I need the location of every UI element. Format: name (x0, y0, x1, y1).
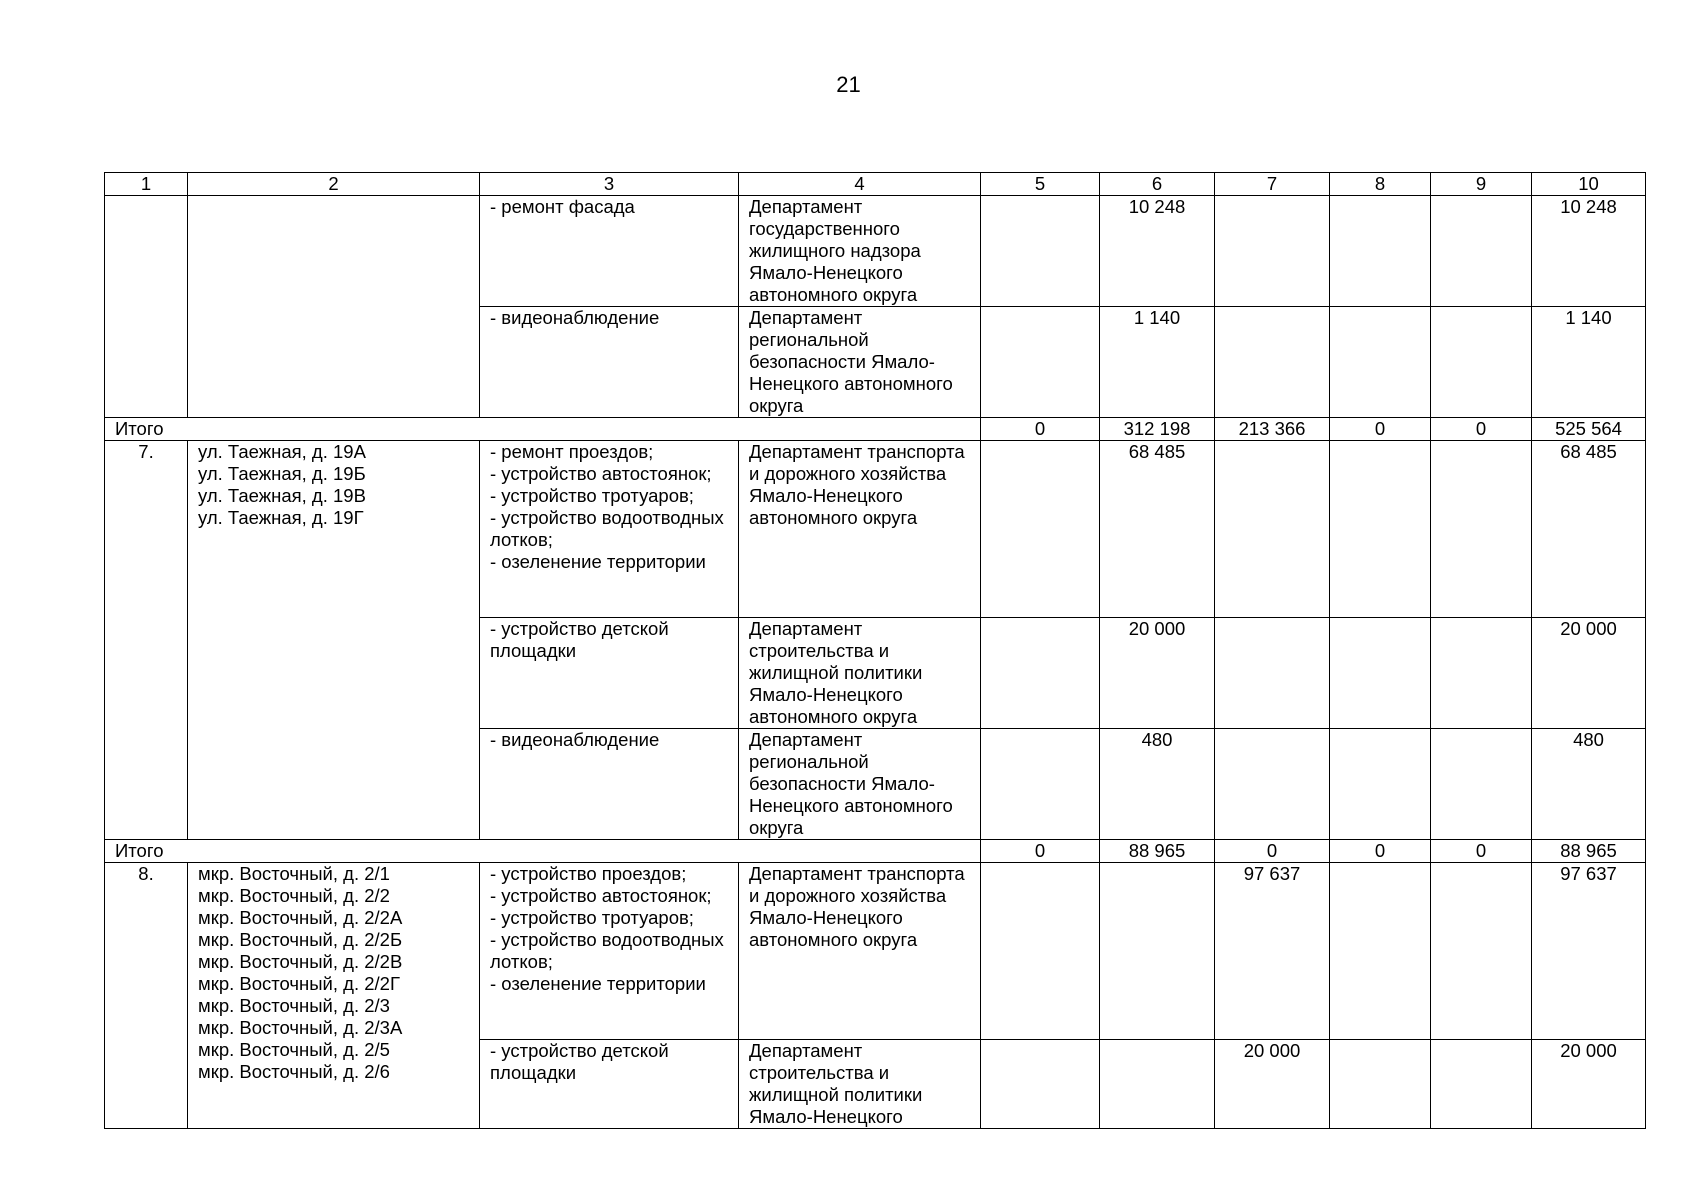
work-cell: - устройство детской площадки (480, 618, 739, 729)
table-row (105, 196, 1646, 307)
value-cell (1330, 196, 1431, 307)
total-value: 213 366 (1215, 418, 1330, 441)
value-cell (1215, 196, 1330, 307)
total-value: 88 965 (1532, 840, 1646, 863)
header-cell: 2 (188, 173, 480, 196)
value-cell (1431, 729, 1532, 840)
number-cell (105, 196, 188, 418)
header-cell: 10 (1532, 173, 1646, 196)
total-cell: 480 (1532, 729, 1646, 840)
value-cell: 20 000 (1100, 618, 1215, 729)
program-table (104, 172, 1646, 1129)
value-cell (1330, 1040, 1431, 1129)
header-cell: 4 (739, 173, 981, 196)
value-cell (1330, 441, 1431, 618)
value-cell: 68 485 (1100, 441, 1215, 618)
value-cell (1431, 1040, 1532, 1129)
header-cell: 3 (480, 173, 739, 196)
total-value: 0 (1431, 418, 1532, 441)
work-cell: - устройство детской площадки (480, 1040, 739, 1129)
value-cell (1100, 1040, 1215, 1129)
work-cell: - видеонаблюдение (480, 729, 739, 840)
total-value: 0 (1431, 840, 1532, 863)
address-cell: мкр. Восточный, д. 2/1 мкр. Восточный, д. 2/2 мкр. Восточный, д. 2/2А мкр. Восточный, д. 2/2Б мкр. Восточный, д. 2/2В мкр. Восточный, д. 2/2Г мкр. Восточный, д. 2/3 мкр. Восточный, д. 2/3А мкр. Восточный, д. 2/5 мкр. Восточный, д. 2/6 (188, 863, 480, 1129)
total-row (105, 840, 1646, 863)
total-cell: 97 637 (1532, 863, 1646, 1040)
total-label: Итого (105, 418, 981, 441)
value-cell: 97 637 (1215, 863, 1330, 1040)
total-cell: 68 485 (1532, 441, 1646, 618)
address-cell: ул. Таежная, д. 19А ул. Таежная, д. 19Б ул. Таежная, д. 19В ул. Таежная, д. 19Г (188, 441, 480, 840)
number-cell: 8. (105, 863, 188, 1129)
value-cell (1330, 307, 1431, 418)
value-cell (1431, 307, 1532, 418)
value-cell (981, 441, 1100, 618)
total-cell: 20 000 (1532, 618, 1646, 729)
value-cell: 480 (1100, 729, 1215, 840)
department-cell: Департамент региональной безопасности Ямало-Ненецкого автономного округа (739, 307, 981, 418)
total-value: 0 (1215, 840, 1330, 863)
value-cell (1215, 441, 1330, 618)
work-cell: - устройство проездов; - устройство автостоянок; - устройство тротуаров; - устройство водоотводных лотков; - озеленение территории (480, 863, 739, 1040)
header-cell: 9 (1431, 173, 1532, 196)
value-cell (1330, 729, 1431, 840)
department-cell: Департамент государственного жилищного надзора Ямало-Ненецкого автономного округа (739, 196, 981, 307)
header-cell: 7 (1215, 173, 1330, 196)
table-row (105, 863, 1646, 1040)
work-cell: - ремонт проездов; - устройство автостоянок; - устройство тротуаров; - устройство водоотводных лотков; - озеленение территории (480, 441, 739, 618)
address-cell (188, 196, 480, 418)
value-cell (981, 307, 1100, 418)
total-value: 0 (981, 840, 1100, 863)
total-cell: 10 248 (1532, 196, 1646, 307)
header-cell: 5 (981, 173, 1100, 196)
total-label: Итого (105, 840, 981, 863)
value-cell: 1 140 (1100, 307, 1215, 418)
value-cell (1431, 196, 1532, 307)
department-cell: Департамент транспорта и дорожного хозяйства Ямало-Ненецкого автономного округа (739, 441, 981, 618)
page-number: 21 (836, 72, 861, 97)
header-cell: 6 (1100, 173, 1215, 196)
table-header-row (105, 173, 1646, 196)
total-value: 0 (1330, 840, 1431, 863)
department-cell: Департамент транспорта и дорожного хозяйства Ямало-Ненецкого автономного округа (739, 863, 981, 1040)
value-cell (1431, 618, 1532, 729)
total-cell: 20 000 (1532, 1040, 1646, 1129)
header-cell: 8 (1330, 173, 1431, 196)
value-cell (1431, 863, 1532, 1040)
department-cell: Департамент региональной безопасности Ямало-Ненецкого автономного округа (739, 729, 981, 840)
total-value: 88 965 (1100, 840, 1215, 863)
value-cell (1431, 441, 1532, 618)
number-cell: 7. (105, 441, 188, 840)
value-cell (1330, 618, 1431, 729)
total-value: 0 (981, 418, 1100, 441)
value-cell (981, 863, 1100, 1040)
header-cell: 1 (105, 173, 188, 196)
value-cell (1100, 863, 1215, 1040)
total-value: 0 (1330, 418, 1431, 441)
total-value: 525 564 (1532, 418, 1646, 441)
department-cell: Департамент строительства и жилищной политики Ямало-Ненецкого автономного округа (739, 618, 981, 729)
work-cell: - ремонт фасада (480, 196, 739, 307)
work-cell: - видеонаблюдение (480, 307, 739, 418)
value-cell (1215, 729, 1330, 840)
value-cell: 20 000 (1215, 1040, 1330, 1129)
table-row (105, 441, 1646, 618)
value-cell (1215, 618, 1330, 729)
value-cell (1330, 863, 1431, 1040)
value-cell (1215, 307, 1330, 418)
value-cell (981, 1040, 1100, 1129)
total-row (105, 418, 1646, 441)
total-cell: 1 140 (1532, 307, 1646, 418)
value-cell (981, 729, 1100, 840)
value-cell (981, 196, 1100, 307)
total-value: 312 198 (1100, 418, 1215, 441)
department-cell: Департамент строительства и жилищной политики Ямало-Ненецкого (739, 1040, 981, 1129)
value-cell: 10 248 (1100, 196, 1215, 307)
value-cell (981, 618, 1100, 729)
